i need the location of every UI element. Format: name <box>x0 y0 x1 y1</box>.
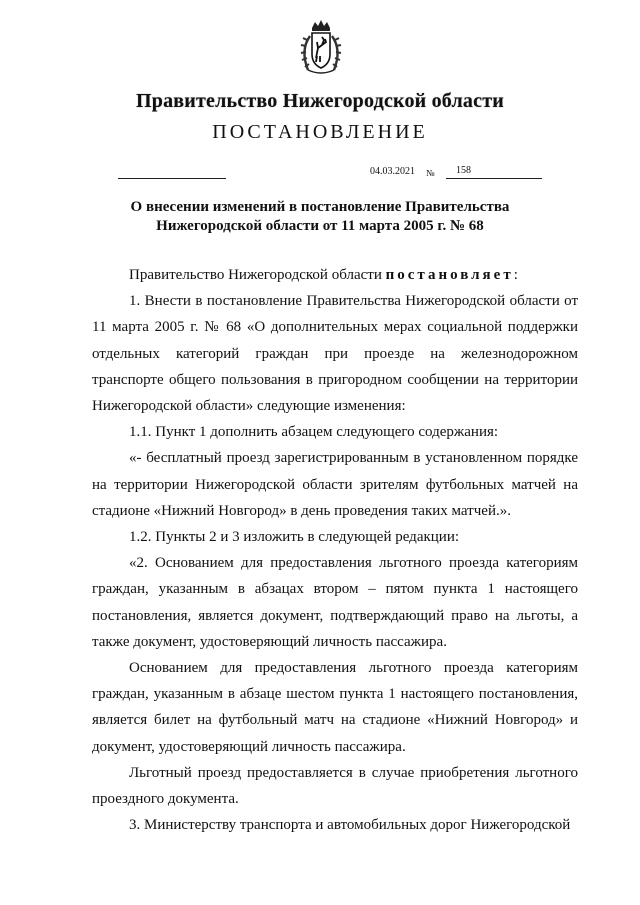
blank-line <box>118 178 226 179</box>
resolves-word: постановляет <box>385 267 514 283</box>
paragraph: 3. Министерству транспорта и автомобильных дорог Нижегородской <box>129 817 571 834</box>
paragraph: 1.2. Пункты 2 и 3 изложить в следующей редакции: <box>129 529 460 546</box>
government-name: Правительство Нижегородской области <box>136 90 504 112</box>
intro-paragraph <box>92 262 578 288</box>
number-line <box>446 178 542 179</box>
subject-line: Нижегородской области от 11 марта 2005 г. № 68 <box>156 218 484 234</box>
paragraph: «2. Основанием для предоставления льготного проезда категориям граждан, указанным в абзацах втором – пятом пункта 1 настоящего постановления, является документ, подтверждающий право на льготы, а также документ, удостоверяющий личность пассажира. <box>92 555 578 650</box>
document-body <box>92 262 578 838</box>
paragraph: «- бесплатный проезд зарегистрированным в установленном порядке на территории Нижегородской области зрителям футбольных матчей на стадионе «Нижний Новгород» в день проведения таких матчей.». <box>92 450 578 519</box>
paragraph: 1. Внести в постановление Правительства Нижегородской области от 11 марта 2005 г. № 68 «О дополнительных мерах социальной поддержки отдельных категорий граждан при проезде на железнодорожном транспорте общего пользования в пригородном сообщении на территории Нижегородской области» следующие изменения: <box>92 293 578 415</box>
document-subject <box>0 198 640 236</box>
document-type: ПОСТАНОВЛЕНИЕ <box>212 121 428 143</box>
intro-colon: : <box>513 267 518 283</box>
document-date: 04.03.2021 <box>370 166 415 177</box>
subject-line: О внесении изменений в постановление Правительства <box>130 199 510 215</box>
paragraph: Льготный проезд предоставляется в случае приобретения льготного проездного документа. <box>92 764 578 808</box>
number-sign: № <box>426 168 435 178</box>
document-number: 158 <box>456 165 471 176</box>
paragraph: Основанием для предоставления льготного проезда категориям граждан, указанным в абзаце шестом пункта 1 настоящего постановления, является билет на футбольный матч на стадионе «Нижний Новгород» и документ, удостоверяющий личность пассажира. <box>92 660 578 755</box>
coat-of-arms-icon <box>298 18 344 76</box>
paragraph: 1.1. Пункт 1 дополнить абзацем следующего содержания: <box>129 424 499 441</box>
intro-text: Правительство Нижегородской области <box>129 267 386 283</box>
